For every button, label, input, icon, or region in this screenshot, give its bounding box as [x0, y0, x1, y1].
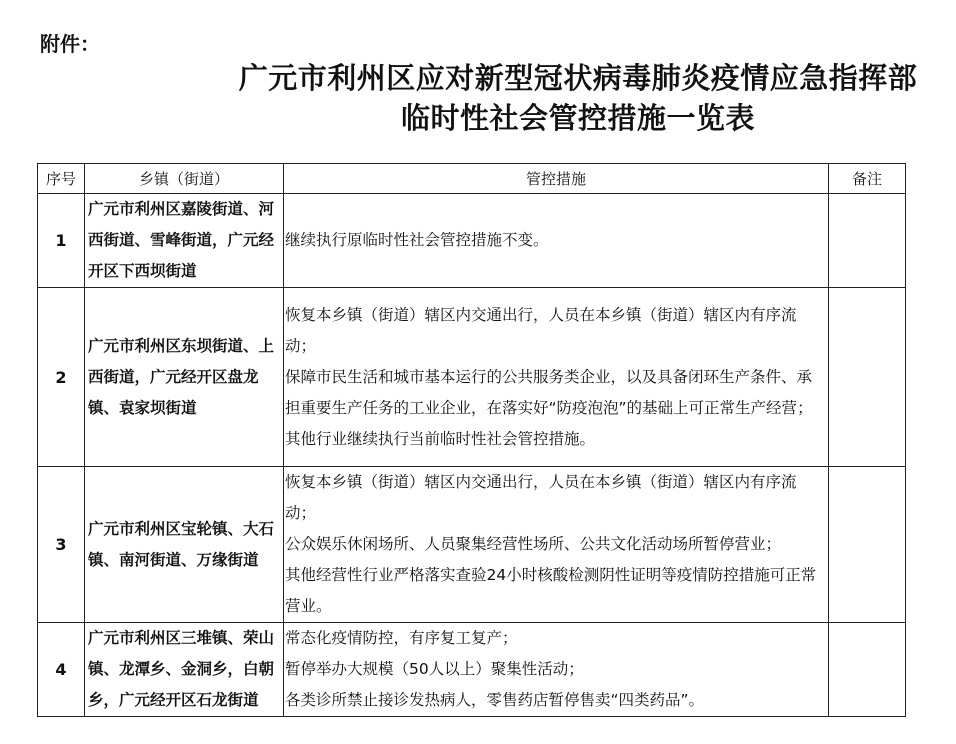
document-title-line-2: 临时性社会管控措施一览表	[400, 101, 755, 135]
table-row	[38, 288, 906, 467]
row-measures	[284, 288, 829, 467]
row-town: 广元市利州区三堆镇、荣山镇、龙潭乡、金洞乡，白朝乡，广元经开区石龙街道	[85, 623, 284, 717]
row-measures	[284, 623, 829, 717]
row-town: 广元市利州区宝轮镇、大石镇、南河街道、万缘街道	[85, 467, 284, 623]
measure-item: 常态化疫情防控，有序复工复产；	[285, 629, 518, 647]
measure-item: 恢复本乡镇（街道）辖区内交通出行，人员在本乡镇（街道）辖区内有序流动；	[285, 473, 797, 522]
row-town: 广元市利州区嘉陵街道、河西街道、雪峰街道，广元经开区下西坝街道	[85, 194, 284, 288]
table-row	[38, 467, 906, 623]
measure-item: 其他行业继续执行当前临时性社会管控措施。	[285, 429, 596, 448]
row-note	[829, 467, 906, 623]
row-town: 广元市利州区东坝街道、上西街道，广元经开区盘龙镇、袁家坝街道	[85, 288, 284, 467]
measure-item: 恢复本乡镇（街道）辖区内交通出行，人员在本乡镇（街道）辖区内有序流动；	[285, 305, 797, 355]
row-number: 4	[38, 623, 85, 717]
row-measures	[284, 194, 829, 288]
document-title-line-1: 广元市利州区应对新型冠状病毒肺炎疫情应急指挥部	[238, 61, 918, 95]
row-number: 2	[38, 288, 85, 467]
row-note	[829, 623, 906, 717]
attachment-label: 附件：	[40, 32, 100, 56]
column-header-measures: 管控措施	[284, 164, 829, 194]
measure-item: 暂停举办大规模（50人以上）聚集性活动；	[285, 660, 584, 678]
measure-item: 其他经营性行业严格落实查验24小时核酸检测阴性证明等疫情防控措施可正常营业。	[285, 566, 817, 615]
column-header-note: 备注	[829, 164, 906, 194]
control-measures-table	[37, 163, 906, 717]
column-header-town: 乡镇（街道）	[85, 164, 284, 194]
row-number: 3	[38, 467, 85, 623]
row-measures	[284, 467, 829, 623]
measure-item: 各类诊所禁止接诊发热病人，零售药店暂停售卖“四类药品”。	[285, 691, 705, 709]
table-header-row	[38, 164, 906, 194]
row-note	[829, 288, 906, 467]
row-note	[829, 194, 906, 288]
measure-item: 保障市民生活和城市基本运行的公共服务类企业，以及具备闭环生产条件、承担重要生产任务的工业企业，在落实好“防疫泡泡”的基础上可正常生产经营；	[285, 367, 813, 417]
measure-item: 继续执行原临时性社会管控措施不变。	[285, 231, 549, 249]
column-header-no: 序号	[38, 164, 85, 194]
measure-item: 公众娱乐休闲场所、人员聚集经营性场所、公共文化活动场所暂停营业；	[285, 535, 782, 553]
table-row	[38, 623, 906, 717]
table-row	[38, 194, 906, 288]
row-number: 1	[38, 194, 85, 288]
